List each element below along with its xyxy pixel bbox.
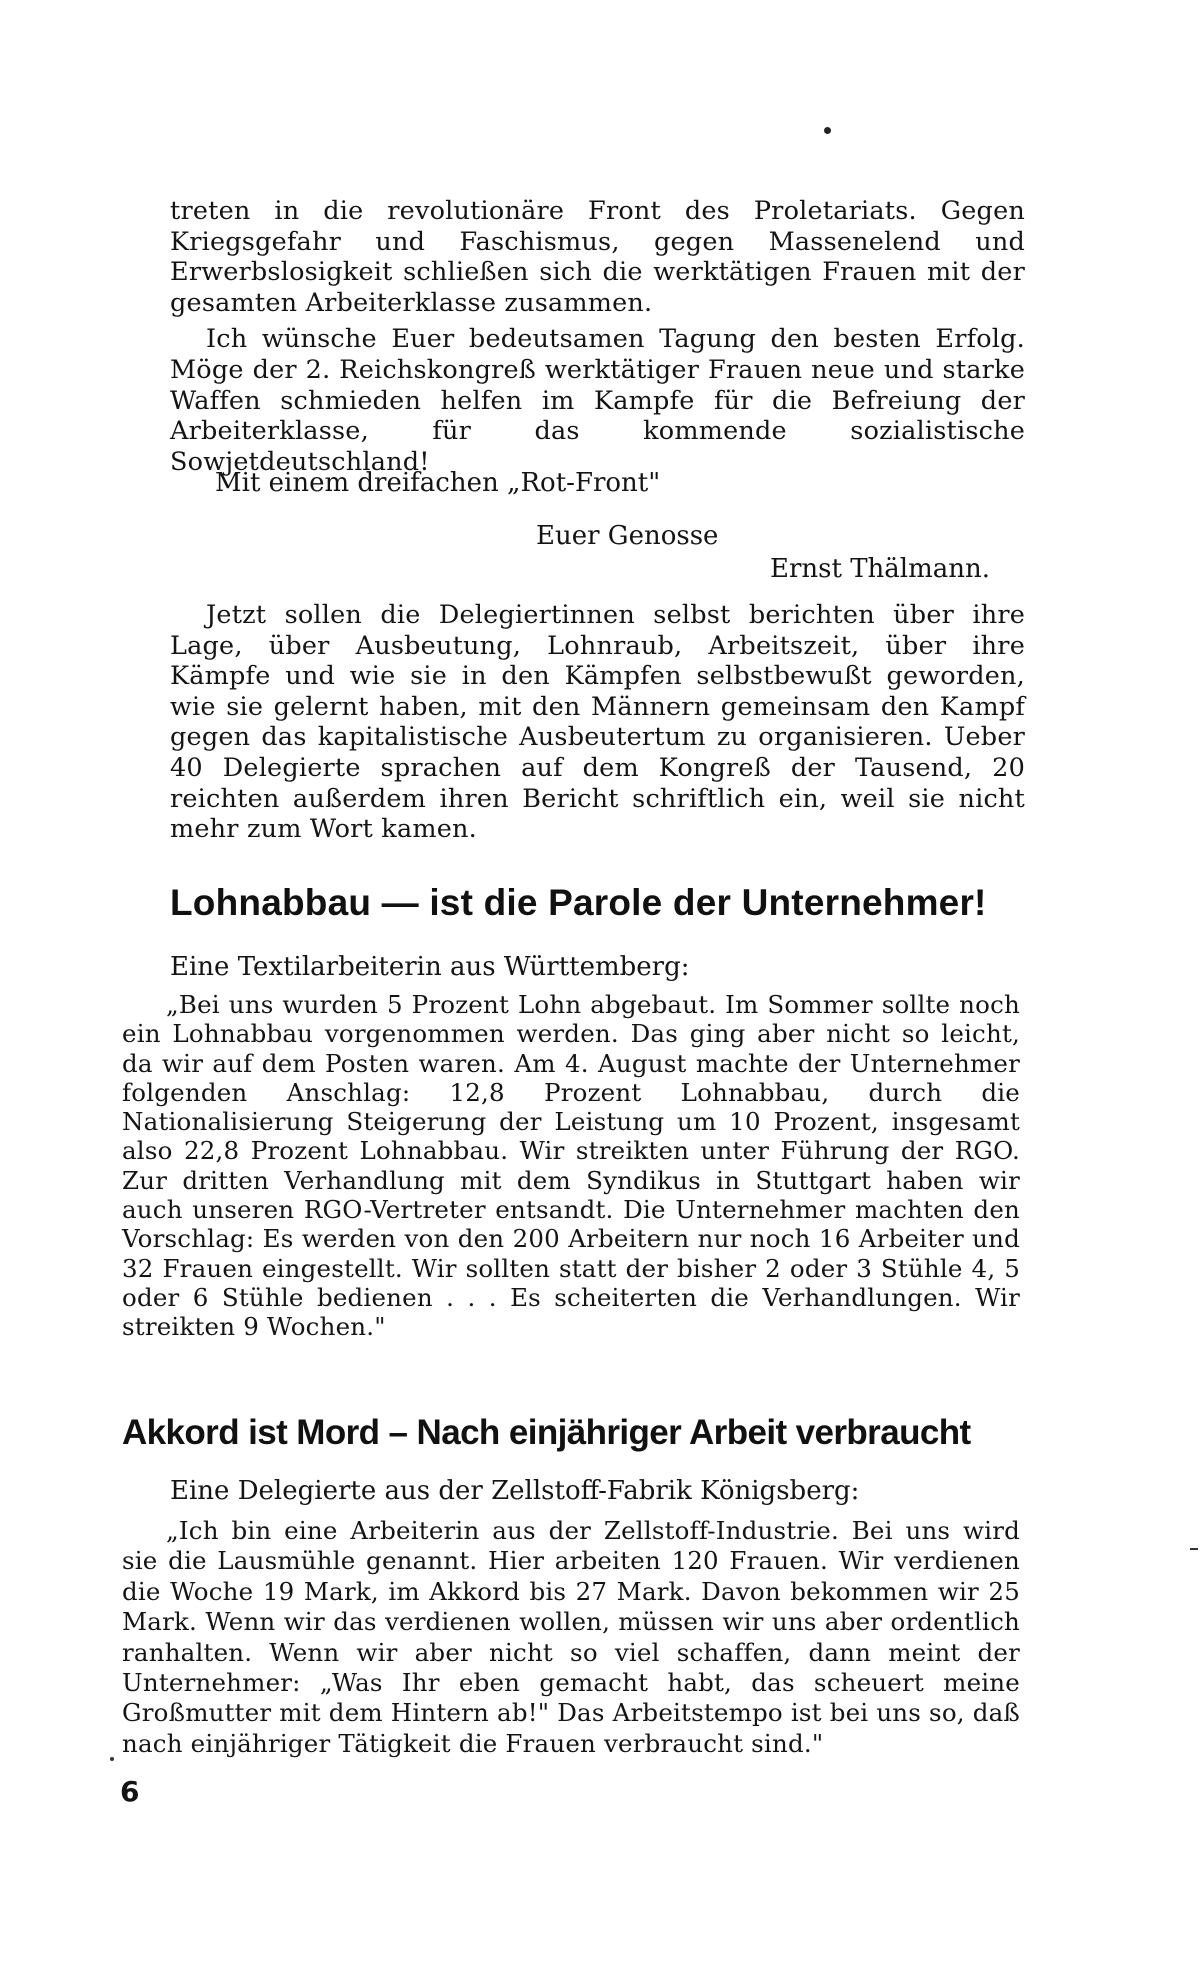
paragraph: treten in die revolutionäre Front des Proletariats. Gegen Kriegsgefahr und Faschismus, gegen Massenelend und Erwerbslosigkeit schließen sich die werktätigen Frauen mit der gesamten Arbeiterklasse zusammen. bbox=[170, 196, 1025, 318]
narrative-block bbox=[170, 600, 1025, 845]
page-number: 6 bbox=[120, 1775, 140, 1808]
margin-mark bbox=[110, 1757, 114, 1761]
section-heading: Lohnabbau — ist die Parole der Unternehmer! bbox=[170, 882, 987, 923]
signature: Ernst Thälmann. bbox=[770, 554, 991, 584]
speaker-line: Eine Textilarbeiterin aus Württemberg: bbox=[170, 952, 690, 982]
section-heading: Akkord ist Mord – Nach einjähriger Arbeit verbraucht bbox=[122, 1413, 971, 1452]
ink-speck bbox=[824, 127, 831, 134]
closing-line: Mit einem dreifachen „Rot-Front" bbox=[215, 468, 661, 498]
testimony-quote bbox=[122, 1516, 1020, 1759]
testimony-quote bbox=[122, 990, 1020, 1342]
salutation: Euer Genosse bbox=[536, 521, 719, 551]
paragraph: Ich wünsche Euer bedeutsamen Tagung den besten Erfolg. Möge der 2. Reichskongreß werktätiger Frauen neue und starke Waffen schmieden helfen im Kampfe für die Befreiung der Arbeiterklasse, für das kommende sozialistische Sowjetdeutschland! bbox=[170, 324, 1025, 477]
letter-body bbox=[170, 196, 1025, 477]
paragraph: Jetzt sollen die Delegiertinnen selbst berichten über ihre Lage, über Ausbeutung, Lohnraub, Arbeitszeit, über ihre Kämpfe und wie sie in den Kämpfen selbstbewußt geworden, wie sie gelernt haben, mit den Männern gemeinsam den Kampf gegen das kapitalistische Ausbeutertum zu organisieren. Ueber 40 Delegierte sprachen auf dem Kongreß der Tausend, 20 reichten außerdem ihren Bericht schriftlich ein, weil sie nicht mehr zum Wort kamen. bbox=[170, 600, 1025, 845]
speaker-line: Eine Delegierte aus der Zellstoff-Fabrik Königsberg: bbox=[170, 1476, 860, 1506]
margin-mark bbox=[1190, 1548, 1198, 1550]
quote-text: „Bei uns wurden 5 Prozent Lohn abgebaut. Im Sommer sollte noch ein Lohnabbau vorgenommen werden. Das ging aber nicht so leicht, da wir auf dem Posten waren. Am 4. August machte der Unternehmer folgenden Anschlag: 12,8 Prozent Lohnabbau, durch die Nationalisierung Steigerung der Leistung um 10 Prozent, insgesamt also 22,8 Prozent Lohnabbau. Wir streikten unter Führung der RGO. Zur dritten Verhandlung mit dem Syndikus in Stuttgart haben wir auch unseren RGO-Vertreter entsandt. Die Unternehmer machten den Vorschlag: Es werden von den 200 Arbeitern nur noch 16 Arbeiter und 32 Frauen eingestellt. Wir sollten statt der bisher 2 oder 3 Stühle 4, 5 oder 6 Stühle bedienen . . . Es scheiterten die Verhandlungen. Wir streikten 9 Wochen." bbox=[122, 990, 1020, 1342]
quote-text: „Ich bin eine Arbeiterin aus der Zellstoff-Industrie. Bei uns wird sie die Lausmühle genannt. Hier arbeiten 120 Frauen. Wir verdienen die Woche 19 Mark, im Akkord bis 27 Mark. Davon bekommen wir 25 Mark. Wenn wir das verdienen wollen, müssen wir uns aber ordentlich ranhalten. Wenn wir aber nicht so viel schaffen, dann meint der Unternehmer: „Was Ihr eben gemacht habt, das scheuert meine Großmutter mit dem Hintern ab!" Das Arbeitstempo ist bei uns so, daß nach einjähriger Tätigkeit die Frauen verbraucht sind." bbox=[122, 1516, 1020, 1758]
